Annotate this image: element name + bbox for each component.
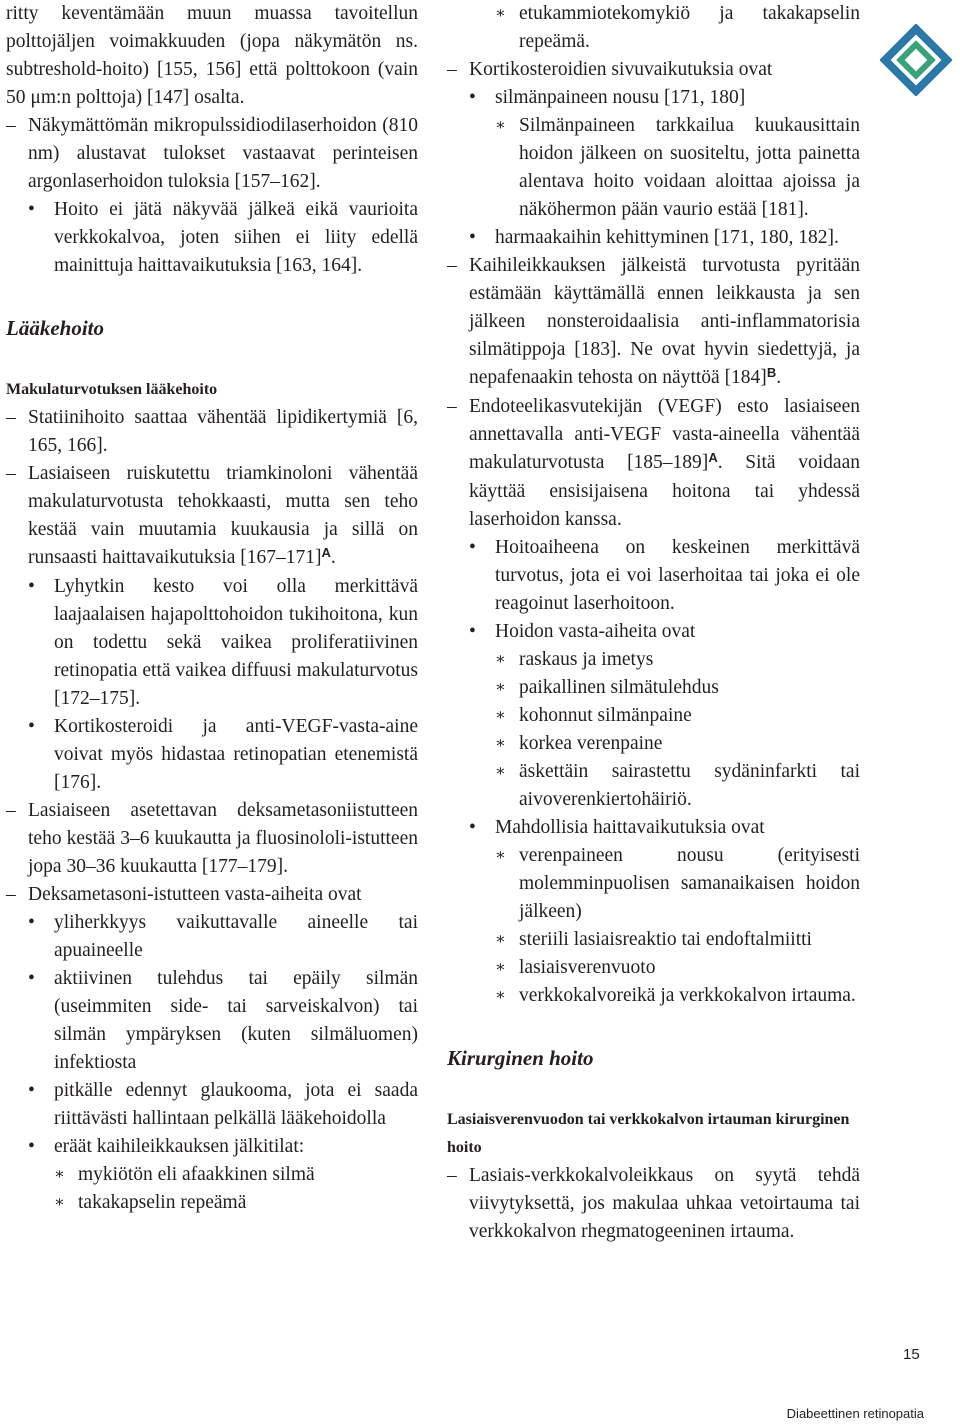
- bullet-item-vegf-2: • Hoidon vasta-aiheita ovat: [447, 618, 860, 646]
- star-item-contra-1: ∗ mykiötön eli afaakkinen silmä: [6, 1161, 418, 1189]
- star-item-contra: ∗ kohonnut silmänpaine: [447, 702, 860, 730]
- bullet-marker: •: [28, 912, 35, 933]
- dash-marker: –: [6, 463, 16, 484]
- dash-marker: –: [6, 884, 16, 905]
- bullet-item-triam-2: • Kortikosteroidi ja anti-VEGF-vasta-aine voivat myös hidastaa retinopatian etenemistä [176].: [6, 713, 418, 797]
- star-marker: ∗: [495, 987, 506, 1004]
- star-marker: ∗: [54, 1166, 65, 1183]
- section-title-laakehoito: Lääkehoito: [6, 316, 104, 340]
- dash-item-triamcinolone: – Lasiaiseen ruiskutettu triamkinoloni vähentää makulaturvotusta tehokkaasti, mutta sen teho kestää vain muutamia kuukausia ja sillä on runsaasti haittavaikutuksia $[167-171]^A$.: [6, 460, 418, 573]
- bullet-item-triam-1: • Lyhytkin kesto voi olla merkittävä laajaalaisen hajapolttohoidon tukihoitona, kun on todettu sekä vaikea proliferatiivinen retinopatia että vaikea diffuusi makulaturvotus [172–175].: [6, 573, 418, 713]
- bullet-item-micropulse: • Hoito ei jätä näkyvää jälkeä eikä vaurioita verkkokalvoa, joten siihen ei liity edellä mainittuja haittavaikutuksia [163, 164].: [6, 196, 418, 280]
- dash-item-cataract: – Kaihileikkauksen jälkeistä turvotusta pyritään estämään käyttämällä ennen leikkausta ja sen jälkeen nonsteroidaalisia anti-inflammatorisia silmätippoja [183]. Ne ovat hyvin siedettyjä, ja nepafenaakin tehosta on näyttöä $[184]^B$.: [447, 252, 860, 393]
- star-item-contra: ∗ paikallinen silmätulehdus: [447, 674, 860, 702]
- star-item-adverse: ∗ steriili lasiaisreaktio tai endoftalmiitti: [447, 926, 860, 954]
- dash-item-dexa-implant: – Lasiaiseen asetettavan deksametasoniistutteen teho kestää 3–6 kuukautta ja fluosinololi-istutteen jopa 30–36 kuukautta [177–179].: [6, 797, 418, 881]
- star-marker: ∗: [495, 679, 506, 696]
- bullet-marker: •: [28, 576, 35, 597]
- star-item-contra-2: ∗ takakapselin repeämä: [6, 1189, 418, 1217]
- bullet-marker: •: [28, 716, 35, 737]
- evidence-grade-badge: B: [766, 365, 777, 380]
- bullet-item-contra-1: • yliherkkyys vaikuttavalle aineelle tai apuaineelle: [6, 909, 418, 965]
- bullet-item-side-2: • harmaakaihin kehittyminen [171, 180, 182].: [447, 224, 860, 252]
- dash-marker: –: [447, 255, 457, 276]
- star-item-adverse: ∗ lasiaisverenvuoto: [447, 954, 860, 982]
- star-item-adverse: ∗ verenpaineen nousu (erityisesti molemminpuolisen samanaikaisen hoidon jälkeen): [447, 842, 860, 926]
- bullet-marker: •: [28, 1080, 35, 1101]
- bullet-marker: •: [28, 1136, 35, 1157]
- bullet-marker: •: [469, 87, 476, 108]
- bullet-item-contra-3: • pitkälle edennyt glaukooma, jota ei saada riittävästi hallintaan pelkällä lääkehoidolla: [6, 1077, 418, 1133]
- dash-marker: –: [6, 115, 16, 136]
- subsection-title-makulaturvotus: Makulaturvotuksen lääkehoito: [6, 381, 218, 398]
- star-marker: ∗: [495, 763, 506, 780]
- evidence-grade-badge: A: [708, 450, 718, 465]
- star-marker: ∗: [495, 735, 506, 752]
- star-item-cont: ∗ etukammiotekomykiö ja takakapselin repeämä.: [447, 0, 860, 56]
- bullet-item-side-1: • silmänpaineen nousu [171, 180]: [447, 84, 860, 112]
- dash-marker: –: [6, 800, 16, 821]
- subsection-title-surgery: Lasiaisverenvuodon tai verkkokalvon irtauman kirurginen hoito: [447, 1111, 850, 1156]
- bullet-item-vegf-1: • Hoitoaiheena on keskeinen merkittävä turvotus, jota ei voi laserhoitaa tai joka ei ole reagoinut laserhoitoon.: [447, 534, 860, 618]
- dash-item-statin: – Statiinihoito saattaa vähentää lipidikertymiä [6, 165, 166].: [6, 404, 418, 460]
- bullet-marker: •: [28, 968, 35, 989]
- star-marker: ∗: [495, 931, 506, 948]
- bullet-item-contra-2: • aktiivinen tulehdus tai epäily silmän (useimmiten side- tai sarveiskalvon) tai silmän ympäryksen (kuten silmäluomen) infektiosta: [6, 965, 418, 1077]
- diamond-logo-icon: [880, 24, 952, 96]
- star-item-adverse: ∗ verkkokalvoreikä ja verkkokalvon irtauma.: [447, 982, 860, 1010]
- right-column: [447, 0, 860, 1246]
- footer-title: Diabeettinen retinopatia: [786, 1406, 924, 1421]
- dash-marker: –: [447, 59, 457, 80]
- dash-item-dexa-contra: – Deksametasoni-istutteen vasta-aiheita ovat: [6, 881, 418, 909]
- star-marker: ∗: [495, 959, 506, 976]
- bullet-marker: •: [469, 621, 476, 642]
- paragraph-intro: ritty keventämään muun muassa tavoitellun polttojäljen voimakkuuden (jopa näkymätön ns. subtreshold-hoito) [155, 156] että polttokoon (vain 50 μm:n polttoja) [147] osalta.: [6, 3, 418, 108]
- star-item-contra: ∗ korkea verenpaine: [447, 730, 860, 758]
- star-item-side-1: ∗ Silmänpaineen tarkkailua kuukausittain hoidon jälkeen on suositeltu, jotta painetta alentava hoito voidaan aloittaa ajoissa ja näköhermon pään vaurio estää [181].: [447, 112, 860, 224]
- star-marker: ∗: [495, 847, 506, 864]
- bullet-marker: •: [469, 537, 476, 558]
- bullet-item-vegf-3: • Mahdollisia haittavaikutuksia ovat: [447, 814, 860, 842]
- star-item-contra: ∗ äskettäin sairastettu sydäninfarkti tai aivoverenkiertohäiriö.: [447, 758, 860, 814]
- bullet-item-contra-4: • eräät kaihileikkauksen jälkitilat:: [6, 1133, 418, 1161]
- star-marker: ∗: [495, 707, 506, 724]
- dash-marker: –: [447, 396, 457, 417]
- dash-item-cortico-side: – Kortikosteroidien sivuvaikutuksia ovat: [447, 56, 860, 84]
- star-marker: ∗: [495, 651, 506, 668]
- dash-item-vitrectomy: – Lasiais-verkkokalvoleikkaus on syytä tehdä viivytyksettä, jos makulaa uhkaa vetoirtauma tai verkkokalvon rhegmatogeeninen irtauma.: [447, 1162, 860, 1246]
- bullet-marker: •: [469, 227, 476, 248]
- evidence-grade-badge: A: [321, 545, 331, 560]
- bullet-marker: •: [469, 817, 476, 838]
- star-item-contra: ∗ raskaus ja imetys: [447, 646, 860, 674]
- left-column: [6, 0, 418, 1217]
- dash-marker: –: [6, 407, 16, 428]
- dash-marker: –: [447, 1165, 457, 1186]
- bullet-marker: •: [28, 199, 35, 220]
- dash-item-micropulse: – Näkymättömän mikropulssidiodilaserhoidon (810 nm) alustavat tulokset vastaavat perinteisen argonlaserhoidon tuloksia [157–162].: [6, 112, 418, 196]
- star-marker: ∗: [495, 5, 506, 22]
- star-marker: ∗: [54, 1194, 65, 1211]
- star-marker: ∗: [495, 117, 506, 134]
- dash-item-vegf: – Endoteelikasvutekijän (VEGF) esto lasiaiseen annettavalla anti-VEGF vasta-aineella vähentää makulaturvotusta $[185-189]^A$. Sitä voidaan käyttää ensisijaisena hoitona tai yhdessä laserhoidon kanssa.: [447, 393, 860, 534]
- section-title-kirurginen-hoito: Kirurginen hoito: [447, 1046, 594, 1070]
- page-number: 15: [903, 1346, 920, 1363]
